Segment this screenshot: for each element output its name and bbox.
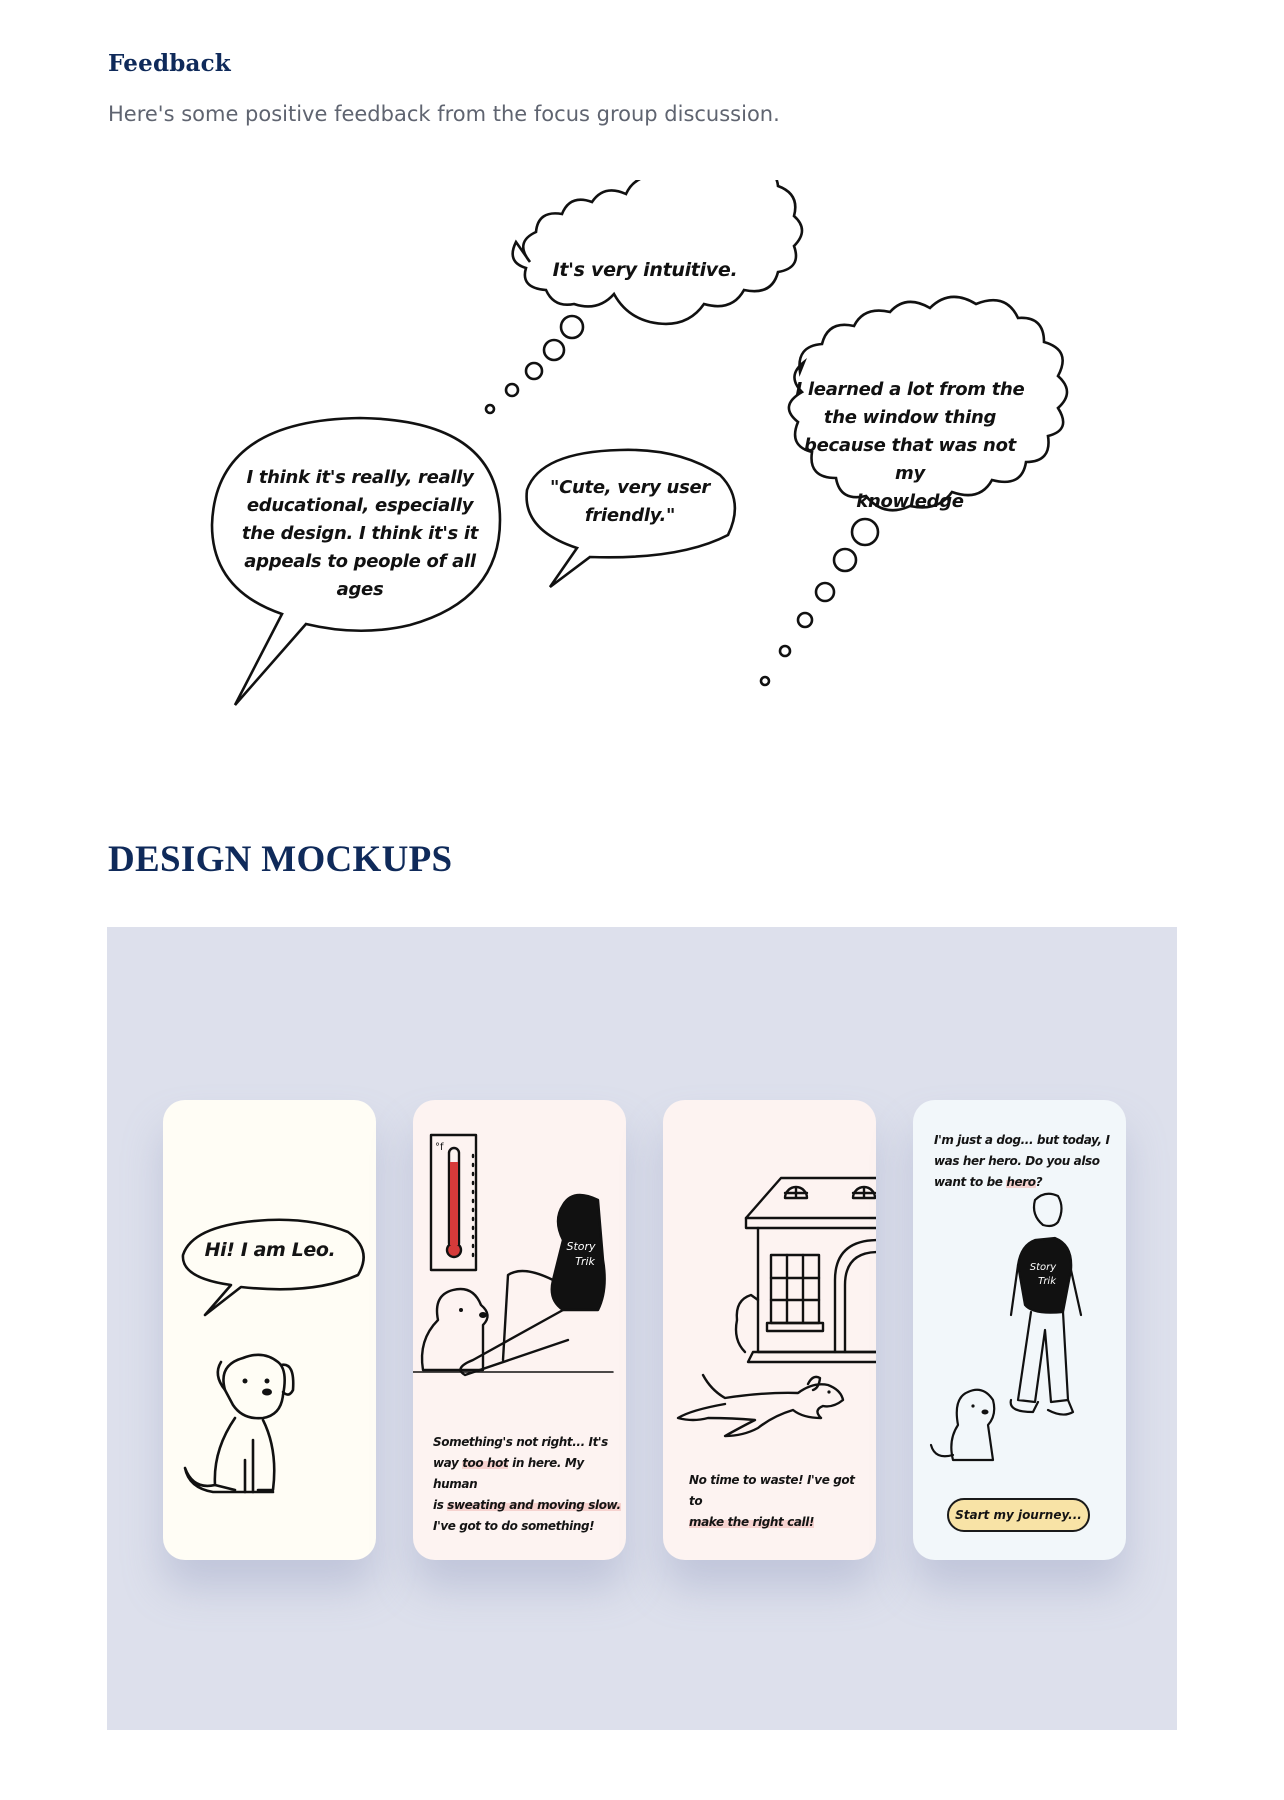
quote-line: because that was not my: [804, 435, 1016, 484]
quote-line: the design. I think it's it: [241, 523, 479, 544]
story-text-line: No time to waste! I've got to: [689, 1473, 855, 1508]
mockup-screen-hero: [913, 1100, 1126, 1560]
quote-line: ages: [336, 579, 384, 600]
quote-line: friendly.": [584, 505, 676, 526]
story-text-hero: [934, 1130, 1114, 1193]
story-text-too-hot: [433, 1432, 623, 1537]
story-text-part: want to be: [934, 1175, 1007, 1189]
highlight-hero: hero: [1006, 1175, 1036, 1189]
svg-text:°f: °f: [435, 1142, 444, 1153]
highlight-right-call: make the right call!: [689, 1515, 815, 1529]
feedback-heading: Feedback: [108, 50, 231, 77]
quote-line: I learned a lot from the: [795, 379, 1025, 400]
dog-speech-text: Hi! I am Leo.: [204, 1239, 336, 1261]
quote-educational: [240, 464, 480, 604]
thought-bubble-intuitive: [513, 180, 802, 324]
story-text-line: I'm just a dog... but today, I: [934, 1133, 1110, 1147]
highlight-sweating: sweating and moving slow.: [447, 1498, 621, 1512]
mockup-screen-run: [663, 1100, 876, 1560]
feedback-intro: Here's some positive feedback from the focus group discussion.: [108, 102, 780, 126]
mockups-heading: DESIGN MOCKUPS: [108, 839, 453, 880]
story-text-part: way: [433, 1456, 463, 1470]
quote-line: I think it's really, really: [246, 467, 474, 488]
quote-line: the window thing: [823, 407, 997, 428]
speech-bubble-icon: [183, 1220, 364, 1315]
story-text-part: ?: [1035, 1175, 1043, 1189]
svg-text:Trik: Trik: [575, 1255, 595, 1268]
quote-cute: [540, 474, 720, 530]
story-text-line: I've got to do something!: [433, 1519, 595, 1533]
quote-line: appeals to people of all: [244, 551, 476, 572]
story-text-line: was her hero. Do you also: [934, 1154, 1100, 1168]
shirt-text: Story: [566, 1240, 596, 1253]
dog-illustration: [163, 1100, 376, 1560]
quote-intuitive: It's very intuitive.: [552, 259, 738, 281]
start-journey-button[interactable]: Start my journey...: [947, 1498, 1090, 1532]
quote-line: "Cute, very user: [550, 477, 710, 498]
story-text-part: is: [433, 1498, 448, 1512]
story-text-line: Something's not right... It's: [433, 1435, 608, 1449]
quote-line: knowledge: [856, 491, 964, 512]
quote-learned: [795, 376, 1025, 516]
story-text-part: in here. My human: [433, 1456, 584, 1491]
mockups-panel: [107, 927, 1177, 1730]
feedback-illustration: [0, 180, 1284, 740]
highlight-too-hot: too hot: [462, 1456, 509, 1470]
shirt-text: Story: [1029, 1262, 1057, 1273]
mockup-screen-too-hot: [413, 1100, 626, 1560]
svg-text:Trik: Trik: [1037, 1276, 1057, 1287]
mockup-screen-intro: [163, 1100, 376, 1560]
story-text-run: [689, 1470, 869, 1533]
quote-line: educational, especially: [246, 495, 474, 516]
